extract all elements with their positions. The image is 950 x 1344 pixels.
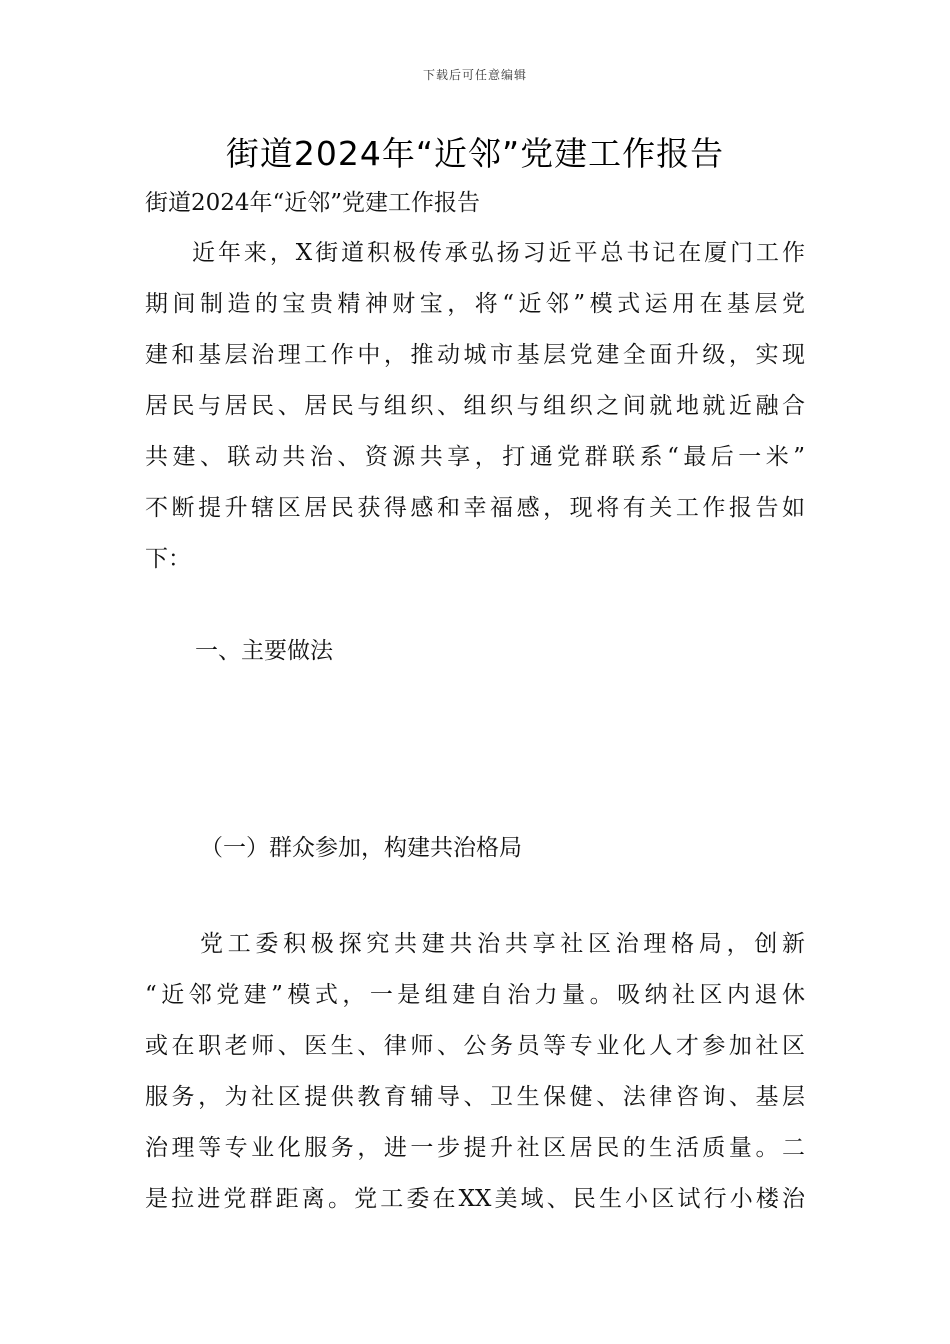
paragraph-line: 近年来，X街道积极传承弘扬习近平总书记在厦门工作 xyxy=(192,240,805,266)
section-heading: 一、主要做法 xyxy=(195,638,333,664)
header-note: 下载后可任意编辑 xyxy=(422,68,527,82)
paragraph-line: 党工委积极探究共建共治共享社区治理格局，创新 xyxy=(200,931,805,957)
paragraph-line: 期间制造的宝贵精神财宝，将“近邻”模式运用在基层党 xyxy=(145,291,805,317)
paragraph-line: 服务，为社区提供教育辅导、卫生保健、法律咨询、基层 xyxy=(145,1084,805,1110)
paragraph-line: 下： xyxy=(145,546,191,572)
intro-paragraph xyxy=(145,228,805,585)
sub-heading: （一）群众参加，构建共治格局 xyxy=(200,835,522,861)
paragraph-line: 或在职老师、医生、律师、公务员等专业化人才参加社区 xyxy=(145,1033,805,1059)
paragraph-line: 是拉进党群距离。党工委在XX美域、民生小区试行小楼治 xyxy=(145,1186,805,1212)
body-paragraph xyxy=(145,919,805,1225)
paragraph-line: 不断提升辖区居民获得感和幸福感，现将有关工作报告如 xyxy=(145,495,805,521)
paragraph-line: “近邻党建”模式，一是组建自治力量。吸纳社区内退休 xyxy=(145,982,805,1008)
paragraph-line: 治理等专业化服务，进一步提升社区居民的生活质量。二 xyxy=(145,1135,805,1161)
document-subtitle: 街道2024年“近邻”党建工作报告 xyxy=(145,190,481,216)
paragraph-line: 居民与居民、居民与组织、组织与组织之间就地就近融合 xyxy=(145,393,805,419)
paragraph-line: 建和基层治理工作中，推动城市基层党建全面升级，实现 xyxy=(145,342,805,368)
page-title: 街道2024年“近邻”党建工作报告 xyxy=(225,134,725,173)
paragraph-line: 共建、联动共治、资源共享，打通党群联系“最后一米” xyxy=(145,444,805,470)
